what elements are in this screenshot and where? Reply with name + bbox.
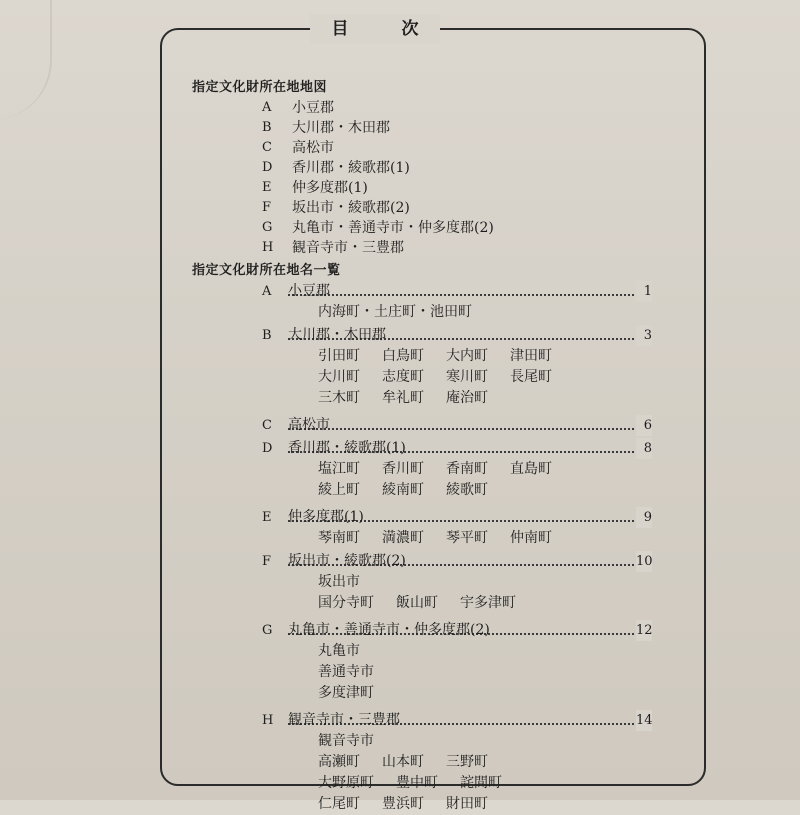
place-entry-name: 観音寺市・三豊郡: [288, 712, 400, 728]
page-number: 12: [636, 620, 652, 641]
sub-place-name: 直島町: [510, 461, 552, 477]
place-entry: [192, 325, 652, 346]
sub-place-name: 塩江町: [318, 461, 360, 477]
place-entry: [192, 415, 652, 436]
map-list-item: [192, 198, 652, 218]
sub-place-line: [192, 731, 652, 752]
place-entry-letter: C: [262, 418, 272, 433]
page-number: 10: [636, 551, 652, 572]
place-entry-letter: E: [262, 510, 272, 525]
map-list-item: [192, 218, 652, 238]
sub-place-name: 善通寺市: [318, 664, 374, 680]
page-curve-decoration: [0, 0, 52, 120]
sub-place-name: 大内町: [446, 348, 488, 364]
place-entry-name: 仲多度郡(1): [288, 509, 364, 525]
sub-place-name: 琴平町: [446, 530, 488, 546]
place-entry-letter: B: [262, 328, 272, 343]
sub-place-line: [192, 528, 652, 549]
sub-place-line: [192, 346, 652, 367]
page-number: 14: [636, 710, 652, 731]
sub-place-name: 白鳥町: [382, 348, 424, 364]
map-list-letter: G: [262, 220, 273, 235]
map-list-item: [192, 98, 652, 118]
sub-place-name: 綾上町: [318, 482, 360, 498]
place-entry: [192, 551, 652, 572]
section-heading-places: 指定文化財所在地名一覧: [192, 263, 341, 278]
sub-place-line: [192, 593, 652, 614]
sub-place-name: 丸亀市: [318, 643, 360, 659]
sub-place-name: 大野原町: [318, 775, 374, 791]
sub-place-name: 綾南町: [382, 482, 424, 498]
place-entry-letter: D: [262, 441, 273, 456]
page-number: 6: [636, 415, 652, 436]
sub-place-line: [192, 641, 652, 662]
sub-place-line: [192, 752, 652, 773]
page-number: 8: [636, 438, 652, 459]
page-number: 1: [636, 281, 652, 302]
map-list-letter: C: [262, 140, 272, 155]
map-list-item: [192, 158, 652, 178]
sub-place-line: [192, 302, 652, 323]
map-list-name: 小豆郡: [292, 100, 334, 116]
sub-place-name: 三木町: [318, 390, 360, 406]
sub-place-name: 豊浜町: [382, 796, 424, 812]
toc-content: [192, 78, 652, 815]
sub-place-name: 仲南町: [510, 530, 552, 546]
sub-place-name: 詫間町: [460, 775, 502, 791]
map-list-letter: F: [262, 200, 272, 215]
map-list-name: 坂出市・綾歌郡(2): [292, 200, 410, 216]
sub-place-line: [192, 662, 652, 683]
sub-place-name: 内海町・土庄町・池田町: [318, 304, 472, 320]
place-entry-letter: H: [262, 713, 274, 728]
sub-place-name: 三野町: [446, 754, 488, 770]
page-number: 3: [636, 325, 652, 346]
sub-place-name: 志度町: [382, 369, 424, 385]
place-entry-name: 丸亀市・善通寺市・仲多度郡(2): [288, 622, 490, 638]
place-entry-name: 香川郡・綾歌郡(1): [288, 440, 406, 456]
map-list-name: 丸亀市・善通寺市・仲多度郡(2): [292, 220, 494, 236]
page-number: 9: [636, 507, 652, 528]
sub-place-line: [192, 388, 652, 409]
map-list-item: [192, 238, 652, 258]
sub-place-name: 大川町: [318, 369, 360, 385]
map-list-name: 高松市: [292, 140, 334, 156]
toc-title: 目 次: [310, 14, 440, 44]
leader-dots: [288, 294, 634, 296]
place-entry-letter: F: [262, 554, 272, 569]
place-list: [192, 281, 652, 815]
sub-place-name: 財田町: [446, 796, 488, 812]
map-list-item: [192, 138, 652, 158]
sub-place-name: 仁尾町: [318, 796, 360, 812]
sub-place-line: [192, 773, 652, 794]
map-list-item: [192, 178, 652, 198]
sub-place-name: 引田町: [318, 348, 360, 364]
map-list-letter: B: [262, 120, 272, 135]
place-entry: [192, 710, 652, 731]
sub-place-name: 宇多津町: [460, 595, 516, 611]
map-list-name: 香川郡・綾歌郡(1): [292, 160, 410, 176]
sub-place-name: 香川町: [382, 461, 424, 477]
sub-place-name: 坂出市: [318, 574, 360, 590]
sub-place-name: 琴南町: [318, 530, 360, 546]
sub-place-name: 高瀬町: [318, 754, 360, 770]
map-list-letter: E: [262, 180, 272, 195]
sub-place-line: [192, 459, 652, 480]
map-list-letter: D: [262, 160, 273, 175]
map-list-letter: H: [262, 240, 274, 255]
sub-place-name: 寒川町: [446, 369, 488, 385]
sub-place-name: 綾歌町: [446, 482, 488, 498]
sub-place-line: [192, 480, 652, 501]
sub-place-name: 国分寺町: [318, 595, 374, 611]
sub-place-name: 長尾町: [510, 369, 552, 385]
leader-dots: [288, 428, 634, 430]
map-list-name: 観音寺市・三豊郡: [292, 240, 404, 256]
sub-place-line: [192, 572, 652, 593]
sub-place-name: 庵治町: [446, 390, 488, 406]
sub-place-name: 満濃町: [382, 530, 424, 546]
place-entry-name: 坂出市・綾歌郡(2): [288, 553, 406, 569]
sub-place-name: 飯山町: [396, 595, 438, 611]
sub-place-name: 山本町: [382, 754, 424, 770]
place-entry: [192, 438, 652, 459]
sub-place-line: [192, 794, 652, 815]
map-list-item: [192, 118, 652, 138]
place-entry: [192, 507, 652, 528]
place-entry-name: 大川郡・木田郡: [288, 327, 386, 343]
sub-place-line: [192, 367, 652, 388]
sub-place-name: 多度津町: [318, 685, 374, 701]
place-entry-letter: A: [262, 284, 272, 299]
sub-place-name: 牟礼町: [382, 390, 424, 406]
sub-place-name: 香南町: [446, 461, 488, 477]
section-heading-maps: 指定文化財所在地地図: [192, 80, 328, 95]
place-entry-name: 高松市: [288, 417, 330, 433]
place-entry-letter: G: [262, 623, 273, 638]
place-entry: [192, 281, 652, 302]
map-list-name: 大川郡・木田郡: [292, 120, 390, 136]
map-list: [192, 98, 652, 258]
sub-place-name: 津田町: [510, 348, 552, 364]
map-list-letter: A: [262, 100, 272, 115]
sub-place-name: 観音寺市: [318, 733, 374, 749]
sub-place-name: 豊中町: [396, 775, 438, 791]
map-list-name: 仲多度郡(1): [292, 180, 368, 196]
place-entry: [192, 620, 652, 641]
place-entry-name: 小豆郡: [288, 283, 330, 299]
sub-place-line: [192, 683, 652, 704]
